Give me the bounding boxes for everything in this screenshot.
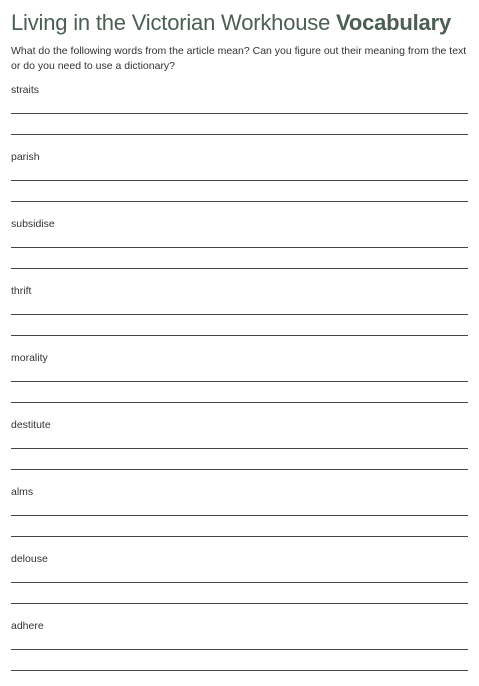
answer-line[interactable] [11, 582, 468, 583]
answer-line[interactable] [11, 469, 468, 470]
answer-line[interactable] [11, 381, 468, 382]
answer-line[interactable] [11, 268, 468, 269]
answer-line[interactable] [11, 180, 468, 181]
vocabulary-word: straits [11, 84, 40, 96]
answer-line[interactable] [11, 402, 468, 403]
vocabulary-word: subsidise [11, 218, 55, 230]
vocabulary-entry [11, 214, 468, 281]
answer-line[interactable] [11, 113, 468, 114]
vocabulary-entry [11, 80, 468, 147]
vocabulary-entry [11, 281, 468, 348]
vocabulary-word: morality [11, 352, 48, 364]
vocabulary-word: parish [11, 151, 40, 163]
vocabulary-word: alms [11, 486, 34, 498]
answer-line[interactable] [11, 314, 468, 315]
answer-line[interactable] [11, 448, 468, 449]
answer-line[interactable] [11, 603, 468, 604]
vocabulary-word: delouse [11, 553, 48, 565]
vocabulary-entry [11, 147, 468, 214]
answer-line[interactable] [11, 536, 468, 537]
page-title [11, 9, 476, 37]
vocabulary-word: destitute [11, 419, 51, 431]
vocabulary-word: adhere [11, 620, 44, 632]
vocabulary-entry [11, 549, 468, 616]
title-emphasis: Vocabulary [336, 10, 451, 35]
answer-line[interactable] [11, 649, 468, 650]
vocabulary-entry [11, 348, 468, 415]
vocabulary-entry [11, 616, 468, 683]
answer-line[interactable] [11, 134, 468, 135]
vocabulary-entry [11, 482, 468, 549]
answer-line[interactable] [11, 201, 468, 202]
title-main: Living in the Victorian Workhouse [11, 10, 337, 35]
vocabulary-entry [11, 415, 468, 482]
answer-line[interactable] [11, 515, 468, 516]
answer-line[interactable] [11, 670, 468, 671]
answer-line[interactable] [11, 335, 468, 336]
vocabulary-word: thrift [11, 285, 32, 297]
answer-line[interactable] [11, 247, 468, 248]
instructions: What do the following words from the article mean? Can you figure out their meaning from the text or do you need to use a dictionary? [11, 45, 467, 72]
